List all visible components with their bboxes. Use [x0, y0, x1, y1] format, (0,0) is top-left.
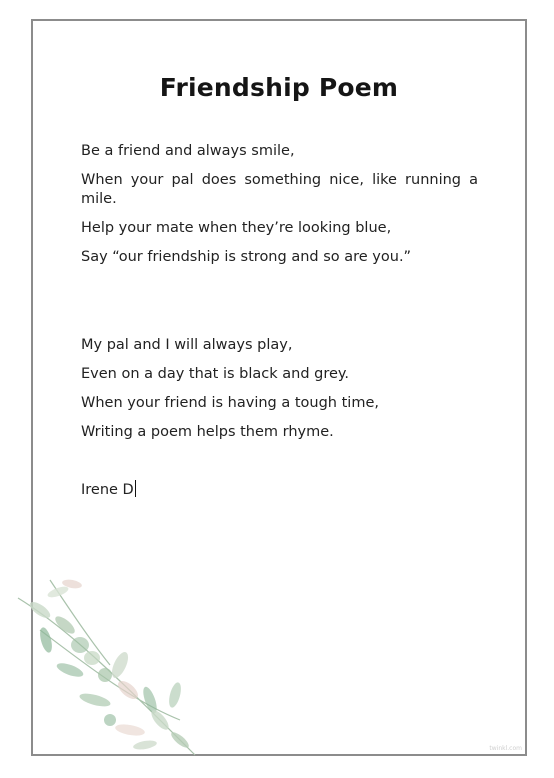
poem-line: Be a friend and always smile, — [81, 143, 295, 159]
text-cursor-icon — [135, 480, 136, 497]
poem-line: Even on a day that is black and grey. — [81, 366, 350, 382]
poem-line: My pal and I will always play, — [81, 337, 293, 353]
poem-line: Say “our friendship is strong and so are you.” — [81, 249, 412, 265]
author-name: Irene D — [81, 482, 134, 498]
watermark-text: twinkl.com — [489, 745, 522, 752]
author-line[interactable] — [81, 480, 136, 500]
eucalyptus-leaves-icon — [10, 570, 210, 760]
poem-title: Friendship Poem — [159, 73, 399, 102]
stanza-1 — [81, 142, 478, 277]
poem-line: Help your mate when they’re looking blue, — [81, 220, 392, 236]
stanza-2 — [81, 336, 478, 452]
poem-line: Writing a poem helps them rhyme. — [81, 424, 334, 440]
poem-line: When your pal does something nice, like running a mile. — [81, 172, 478, 207]
poem-line: When your friend is having a tough time, — [81, 395, 379, 411]
